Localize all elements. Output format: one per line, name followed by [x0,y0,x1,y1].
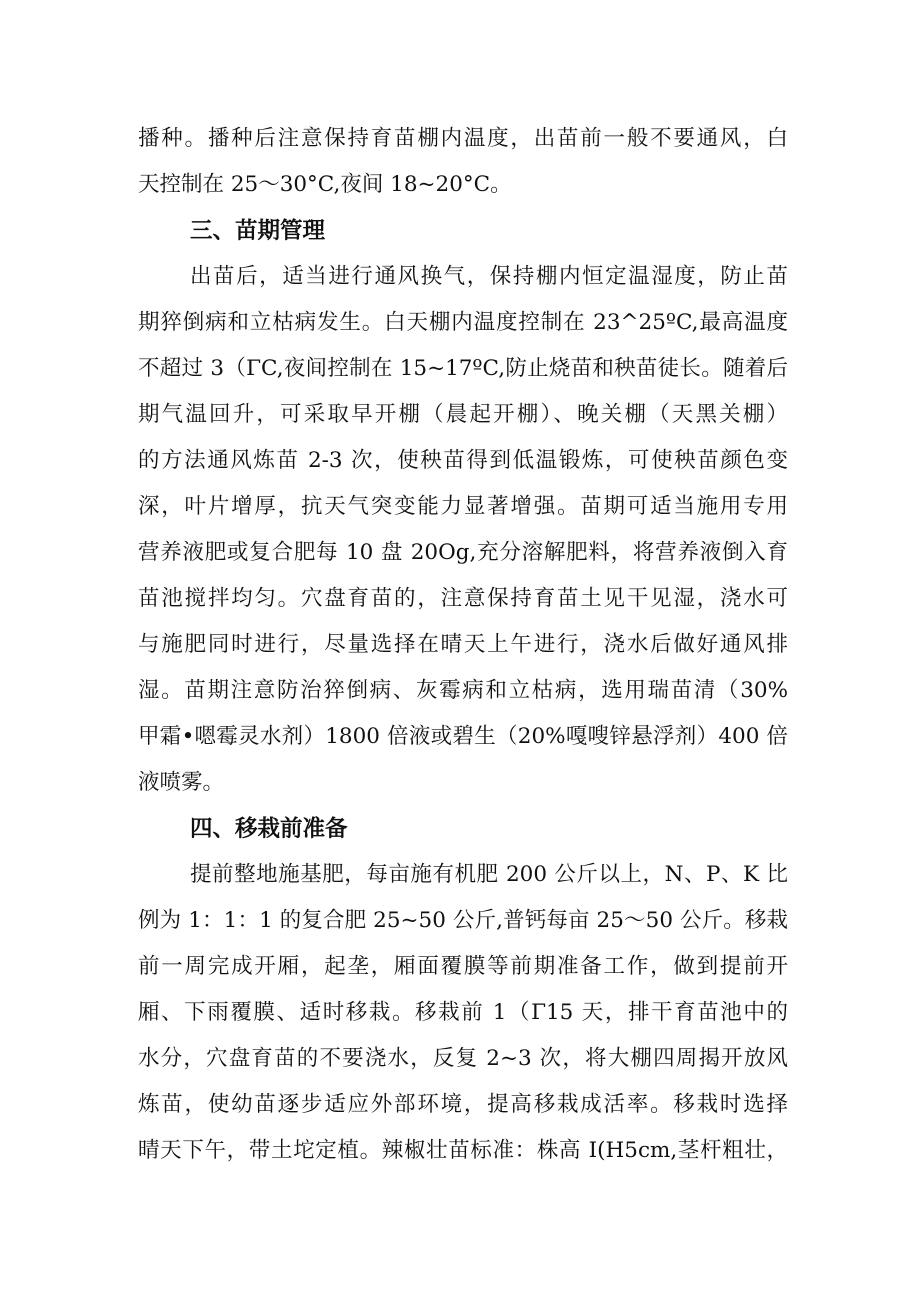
text-line: 营养液肥或复合肥每 10 盘 20Og,充分溶解肥料，将营养液倒入育 [138,540,788,565]
text-line: 苗池搅拌均匀。穴盘育苗的，注意保持育苗土见干见湿，浇水可 [138,586,788,611]
text-line: 例为 1：1：1 的复合肥 25~50 公斤,普钙每亩 25～50 公斤。移栽 [138,908,788,933]
text-line: 期气温回升，可采取早开棚（晨起开棚）、晚关棚（天黑关棚） [138,402,788,427]
text-line: 炼苗，使幼苗逐步适应外部环境，提高移栽成活率。移栽时选择 [138,1092,788,1117]
text-line: 播种。播种后注意保持育苗棚内温度，出苗前一般不要通风，白 [138,126,788,151]
text-line: 出苗后，适当进行通风换气，保持棚内恒定温湿度，防止苗 [190,264,788,289]
text-line: 水分，穴盘育苗的不要浇水，反复 2~3 次，将大棚四周揭开放风 [138,1046,788,1071]
text-line: 与施肥同时进行，尽量选择在晴天上午进行，浇水后做好通风排 [138,632,788,657]
text-line: 晴天下午，带土坨定植。辣椒壮苗标准：株高 I(H5cm,茎杆粗壮， [138,1138,788,1163]
section-heading-seedling-management: 三、苗期管理 [190,218,326,244]
text-line: 前一周完成开厢，起垄，厢面覆膜等前期准备工作，做到提前开 [138,954,788,979]
text-line: 提前整地施基肥，每亩施有机肥 200 公斤以上，N、P、K 比 [190,862,788,887]
text-line: 湿。苗期注意防治猝倒病、灰霉病和立枯病，选用瑞苗清（30% [138,678,788,703]
text-line: 期猝倒病和立枯病发生。白天棚内温度控制在 23^25ºC,最高温度 [138,310,788,335]
text-line: 甲霜•嗯霉灵水剂）1800 倍液或碧生（20%嘎嗖锌悬浮剂）400 倍 [138,724,788,749]
text-line: 液喷雾。 [138,770,225,795]
text-line: 的方法通风炼苗 2-3 次，使秧苗得到低温锻炼，可使秧苗颜色变 [138,448,788,473]
text-line: 深，叶片增厚，抗天气突变能力显著增强。苗期可适当施用专用 [138,494,788,519]
text-line: 厢、下雨覆膜、适时移栽。移栽前 1（Γ15 天，排干育苗池中的 [138,1000,788,1025]
text-line: 不超过 3（ΓC,夜间控制在 15~17ºC,防止烧苗和秧苗徒长。随着后 [138,356,788,381]
text-line: 天控制在 25～30°C,夜间 18~20°C。 [138,172,512,197]
section-heading-pre-transplant-preparation: 四、移栽前准备 [190,816,348,842]
